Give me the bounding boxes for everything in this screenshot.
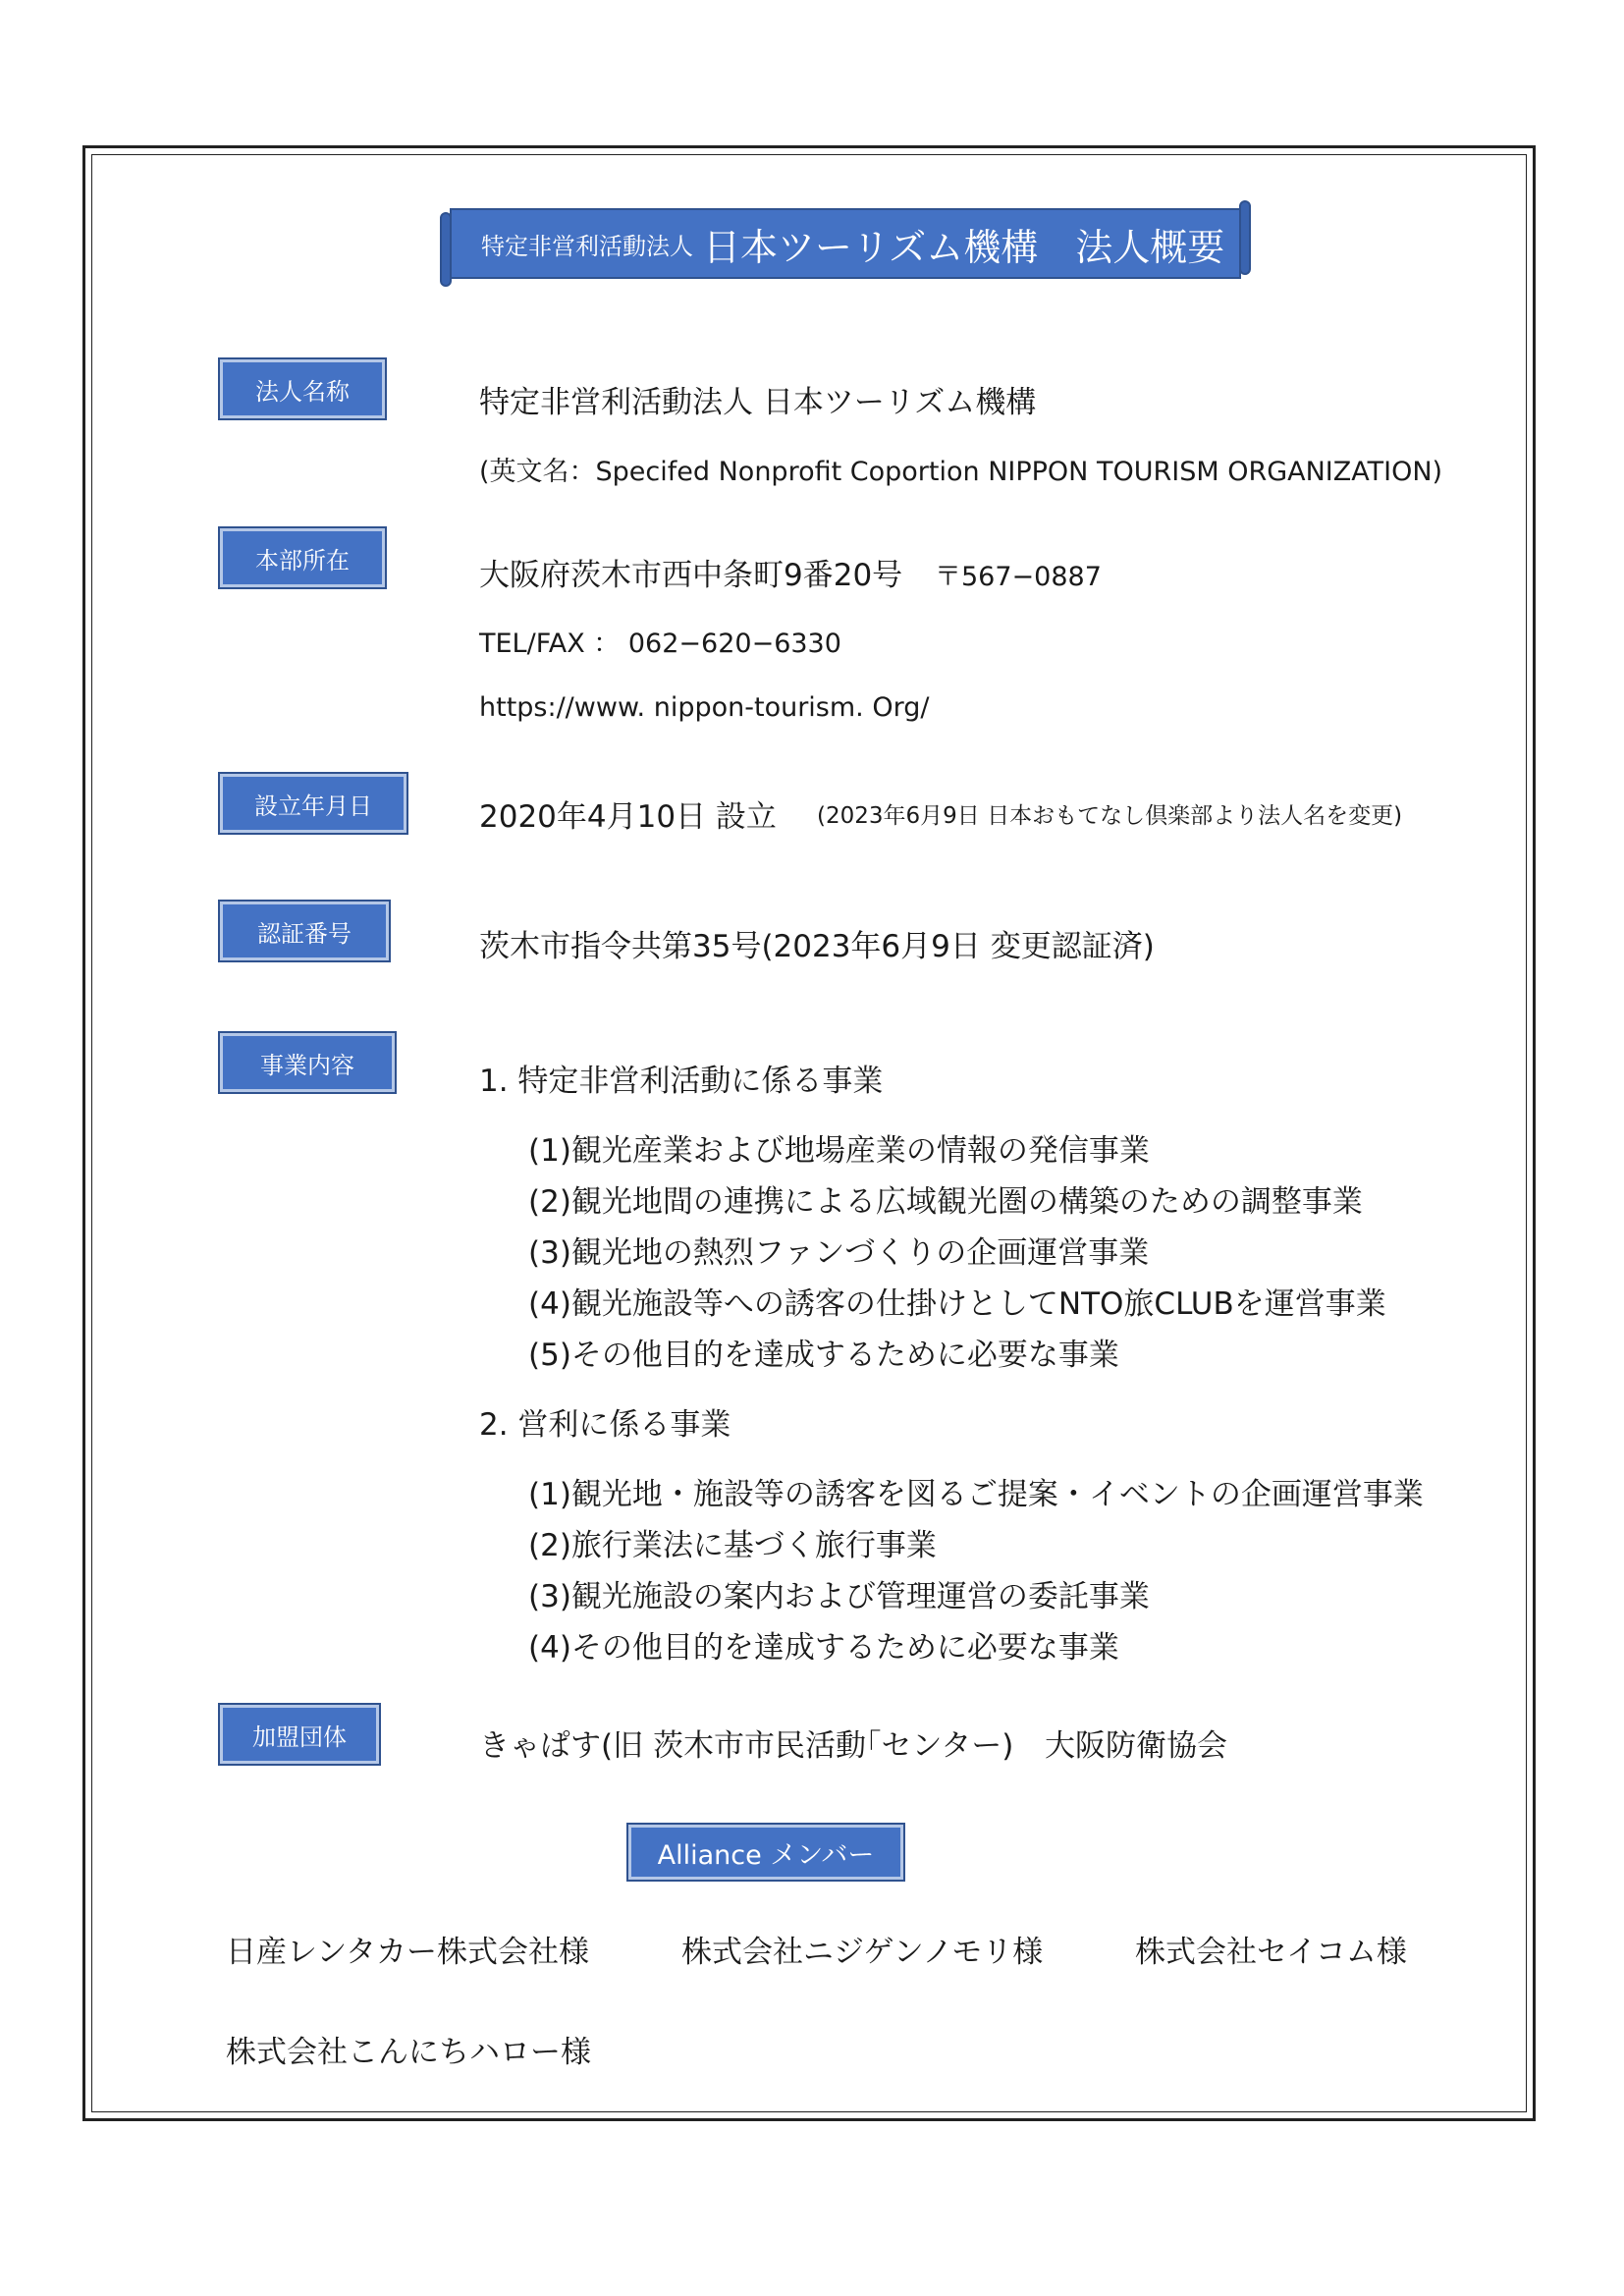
- name-english: (英文名：Specifed Nonprofit Coportion NIPPON TOURISM ORGANIZATION): [479, 457, 1443, 487]
- alliance-member: 日産レンタカー株式会社様: [226, 1935, 589, 1970]
- label-business: 事業内容: [220, 1033, 395, 1092]
- label-membership: 加盟団体: [220, 1705, 379, 1764]
- title-banner: [440, 200, 1251, 287]
- certification-value: 茨木市指令共第35号(2023年6月9日 変更認証済): [479, 929, 1155, 964]
- membership-value-1: きゃぱす(旧 茨木市市民活動｢センター): [479, 1728, 1014, 1764]
- business-item: (4)観光施設等への誘客の仕掛けとしてNTO旅CLUBを運営事業: [528, 1286, 1386, 1322]
- title-small: 特定非営利活動法人: [481, 232, 693, 260]
- business-item: (5)その他目的を達成するために必要な事業: [528, 1338, 1119, 1373]
- business-item: (2)観光地間の連携による広域観光圏の構築のための調整事業: [528, 1184, 1363, 1220]
- founded-value: 2020年4月10日 設立: [479, 799, 777, 835]
- business-item: (1)観光地・施設等の誘客を図るご提案・イベントの企画運営事業: [528, 1477, 1424, 1512]
- business-heading-2: 2. 営利に係る事業: [479, 1407, 731, 1443]
- business-item: (1)観光産業および地場産業の情報の発信事業: [528, 1133, 1150, 1169]
- office-postal: 〒567−0887: [935, 562, 1102, 592]
- business-item: (3)観光施設の案内および管理運営の委託事業: [528, 1579, 1150, 1614]
- business-item: (3)観光地の熱烈ファンづくりの企画運営事業: [528, 1235, 1150, 1271]
- alliance-label: Alliance メンバー: [628, 1825, 903, 1880]
- business-item: (4)その他目的を達成するために必要な事業: [528, 1630, 1119, 1666]
- office-tel: TEL/FAX ： 062−620−6330: [479, 629, 841, 659]
- banner-scroll-right: [1239, 200, 1251, 275]
- alliance-member: 株式会社こんにちハロー様: [226, 2035, 591, 2070]
- banner-body: [450, 208, 1241, 279]
- label-certification: 認証番号: [220, 902, 389, 960]
- business-heading-1: 1. 特定非営利活動に係る事業: [479, 1064, 884, 1099]
- office-address: 大阪府茨木市西中条町9番20号: [479, 558, 903, 593]
- label-founded: 設立年月日: [220, 774, 406, 833]
- title-large: 日本ツーリズム機構 法人概要: [703, 225, 1225, 269]
- business-item: (2)旅行業法に基づく旅行事業: [528, 1528, 937, 1563]
- founded-note: (2023年6月9日 日本おもてなし倶楽部より法人名を変更): [817, 803, 1403, 829]
- label-office: 本部所在: [220, 528, 385, 587]
- name-value: 特定非営利活動法人 日本ツーリズム機構: [479, 385, 1037, 420]
- membership-value-2: 大阪防衛協会: [1045, 1728, 1227, 1764]
- alliance-member: 株式会社ニジゲンノモリ様: [681, 1935, 1044, 1970]
- alliance-member: 株式会社セイコム様: [1135, 1935, 1407, 1970]
- label-name: 法人名称: [220, 359, 385, 418]
- office-url: https://www. nippon-tourism. Org/: [479, 692, 930, 723]
